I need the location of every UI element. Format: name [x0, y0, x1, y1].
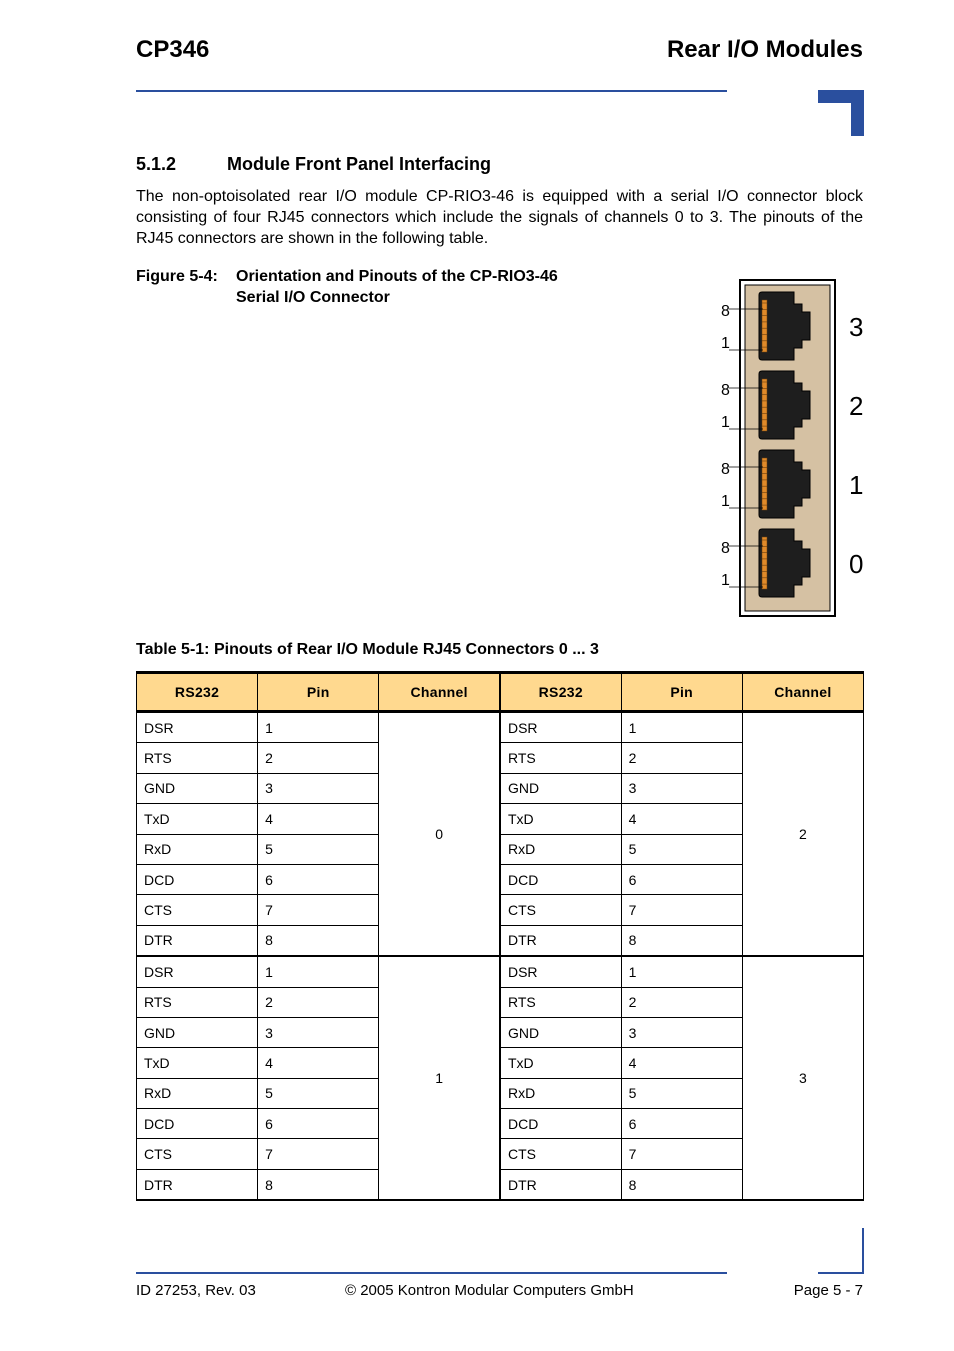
cell-channel-left: 0 — [379, 712, 500, 957]
cell-pin-right: 3 — [621, 1017, 742, 1047]
cell-signal-right: DTR — [500, 925, 621, 956]
channel-number-label: 0 — [849, 549, 864, 579]
table-row — [137, 712, 864, 743]
cell-pin-left: 5 — [258, 834, 379, 864]
cell-pin-left: 3 — [258, 773, 379, 803]
pinout-table — [136, 671, 864, 1201]
pin-label-bottom: 1 — [721, 414, 730, 431]
header-pin-left: Pin — [258, 673, 379, 712]
cell-pin-left: 8 — [258, 925, 379, 956]
footer-page-number: Page 5 - 7 — [793, 1282, 863, 1299]
cell-signal-left: DCD — [137, 864, 258, 894]
channel-number-label: 2 — [849, 391, 864, 421]
cell-channel-right: 3 — [742, 956, 863, 1200]
cell-signal-left: GND — [137, 773, 258, 803]
cell-signal-left: RTS — [137, 743, 258, 773]
channel-number-label: 3 — [849, 312, 864, 342]
cell-pin-left: 4 — [258, 804, 379, 834]
cell-signal-right: DTR — [500, 1169, 621, 1200]
cell-signal-right: RTS — [500, 743, 621, 773]
cell-channel-left: 1 — [379, 956, 500, 1200]
cell-signal-left: CTS — [137, 895, 258, 925]
cell-channel-right: 2 — [742, 712, 863, 957]
cell-pin-right: 6 — [621, 864, 742, 894]
cell-signal-left: GND — [137, 1017, 258, 1047]
cell-pin-right: 6 — [621, 1109, 742, 1139]
section-title: Module Front Panel Interfacing — [227, 154, 492, 174]
cell-pin-left: 4 — [258, 1048, 379, 1078]
rj45-contacts-1 — [762, 458, 767, 510]
pin-label-top: 8 — [721, 540, 730, 557]
cell-pin-left: 6 — [258, 1109, 379, 1139]
cell-pin-right: 8 — [621, 1169, 742, 1200]
cell-pin-left: 6 — [258, 864, 379, 894]
cell-signal-left: TxD — [137, 804, 258, 834]
cell-signal-left: DSR — [137, 712, 258, 743]
section-number: 5.1.2 — [136, 154, 177, 174]
cell-signal-right: RTS — [500, 987, 621, 1017]
header-pin-right: Pin — [621, 673, 742, 712]
figure-title-line2: Serial I/O Connector — [236, 289, 390, 306]
cell-pin-right: 4 — [621, 804, 742, 834]
header-rule — [136, 90, 727, 92]
cell-signal-left: DTR — [137, 1169, 258, 1200]
footer-rule — [136, 1272, 727, 1274]
cell-pin-right: 5 — [621, 834, 742, 864]
cell-signal-left: CTS — [137, 1139, 258, 1169]
cell-signal-left: DTR — [137, 925, 258, 956]
pin-label-bottom: 1 — [721, 335, 730, 352]
cell-pin-left: 5 — [258, 1078, 379, 1108]
cell-signal-left: DSR — [137, 956, 258, 987]
header-channel-right: Channel — [742, 673, 863, 712]
table-header-row — [137, 673, 864, 712]
header-channel-left: Channel — [379, 673, 500, 712]
cell-signal-right: TxD — [500, 804, 621, 834]
pin-label-top: 8 — [721, 461, 730, 478]
footer-copyright: © 2005 Kontron Modular Computers GmbH — [345, 1282, 634, 1299]
footer-doc-id: ID 27253, Rev. 03 — [136, 1282, 256, 1299]
cell-pin-left: 1 — [258, 956, 379, 987]
cell-pin-right: 1 — [621, 956, 742, 987]
cell-signal-right: RxD — [500, 1078, 621, 1108]
figure-label: Figure 5-4: — [136, 268, 218, 285]
cell-pin-left: 3 — [258, 1017, 379, 1047]
table-caption: Table 5-1: Pinouts of Rear I/O Module RJ45 Connectors 0 ... 3 — [136, 641, 599, 658]
section-paragraph: The non-optoisolated rear I/O module CP-RIO3-46 is equipped with a serial I/O connector block consisting of four RJ45 connectors which include the signals of channels 0 to 3. The pinouts of the RJ45 connectors are shown in the following table. — [136, 188, 863, 247]
cell-pin-right: 7 — [621, 895, 742, 925]
header-chapter: Rear I/O Modules — [666, 36, 863, 63]
header-corner-mark — [818, 90, 864, 136]
cell-signal-right: DSR — [500, 712, 621, 743]
cell-pin-left: 8 — [258, 1169, 379, 1200]
cell-signal-right: CTS — [500, 895, 621, 925]
table-row — [137, 956, 864, 987]
figure-title-line1: Orientation and Pinouts of the CP-RIO3-46 — [236, 268, 558, 285]
cell-signal-right: GND — [500, 1017, 621, 1047]
pin-label-bottom: 1 — [721, 572, 730, 589]
cell-signal-right: TxD — [500, 1048, 621, 1078]
header-rs232-right: RS232 — [500, 673, 621, 712]
pin-label-top: 8 — [721, 303, 730, 320]
cell-signal-right: GND — [500, 773, 621, 803]
cell-signal-left: TxD — [137, 1048, 258, 1078]
cell-pin-right: 8 — [621, 925, 742, 956]
pin-label-bottom: 1 — [721, 493, 730, 510]
cell-pin-right: 4 — [621, 1048, 742, 1078]
channel-number-label: 1 — [849, 470, 864, 500]
header-rs232-left: RS232 — [137, 673, 258, 712]
cell-signal-right: RxD — [500, 834, 621, 864]
rj45-connector-block — [700, 275, 875, 625]
cell-signal-left: RxD — [137, 834, 258, 864]
rj45-contacts-2 — [762, 379, 767, 431]
cell-signal-right: DSR — [500, 956, 621, 987]
cell-pin-right: 2 — [621, 743, 742, 773]
cell-pin-left: 7 — [258, 1139, 379, 1169]
cell-pin-right: 2 — [621, 987, 742, 1017]
cell-pin-left: 7 — [258, 895, 379, 925]
cell-signal-left: RTS — [137, 987, 258, 1017]
pin-label-top: 8 — [721, 382, 730, 399]
cell-signal-right: CTS — [500, 1139, 621, 1169]
cell-pin-left: 1 — [258, 712, 379, 743]
cell-signal-left: DCD — [137, 1109, 258, 1139]
rj45-contacts-0 — [762, 537, 767, 589]
cell-pin-right: 5 — [621, 1078, 742, 1108]
cell-pin-right: 3 — [621, 773, 742, 803]
cell-pin-right: 7 — [621, 1139, 742, 1169]
footer-corner-mark — [818, 1228, 864, 1274]
cell-pin-left: 2 — [258, 987, 379, 1017]
header-product: CP346 — [136, 36, 210, 63]
rj45-contacts-3 — [762, 300, 767, 352]
cell-signal-left: RxD — [137, 1078, 258, 1108]
cell-pin-left: 2 — [258, 743, 379, 773]
cell-signal-right: DCD — [500, 1109, 621, 1139]
cell-pin-right: 1 — [621, 712, 742, 743]
cell-signal-right: DCD — [500, 864, 621, 894]
